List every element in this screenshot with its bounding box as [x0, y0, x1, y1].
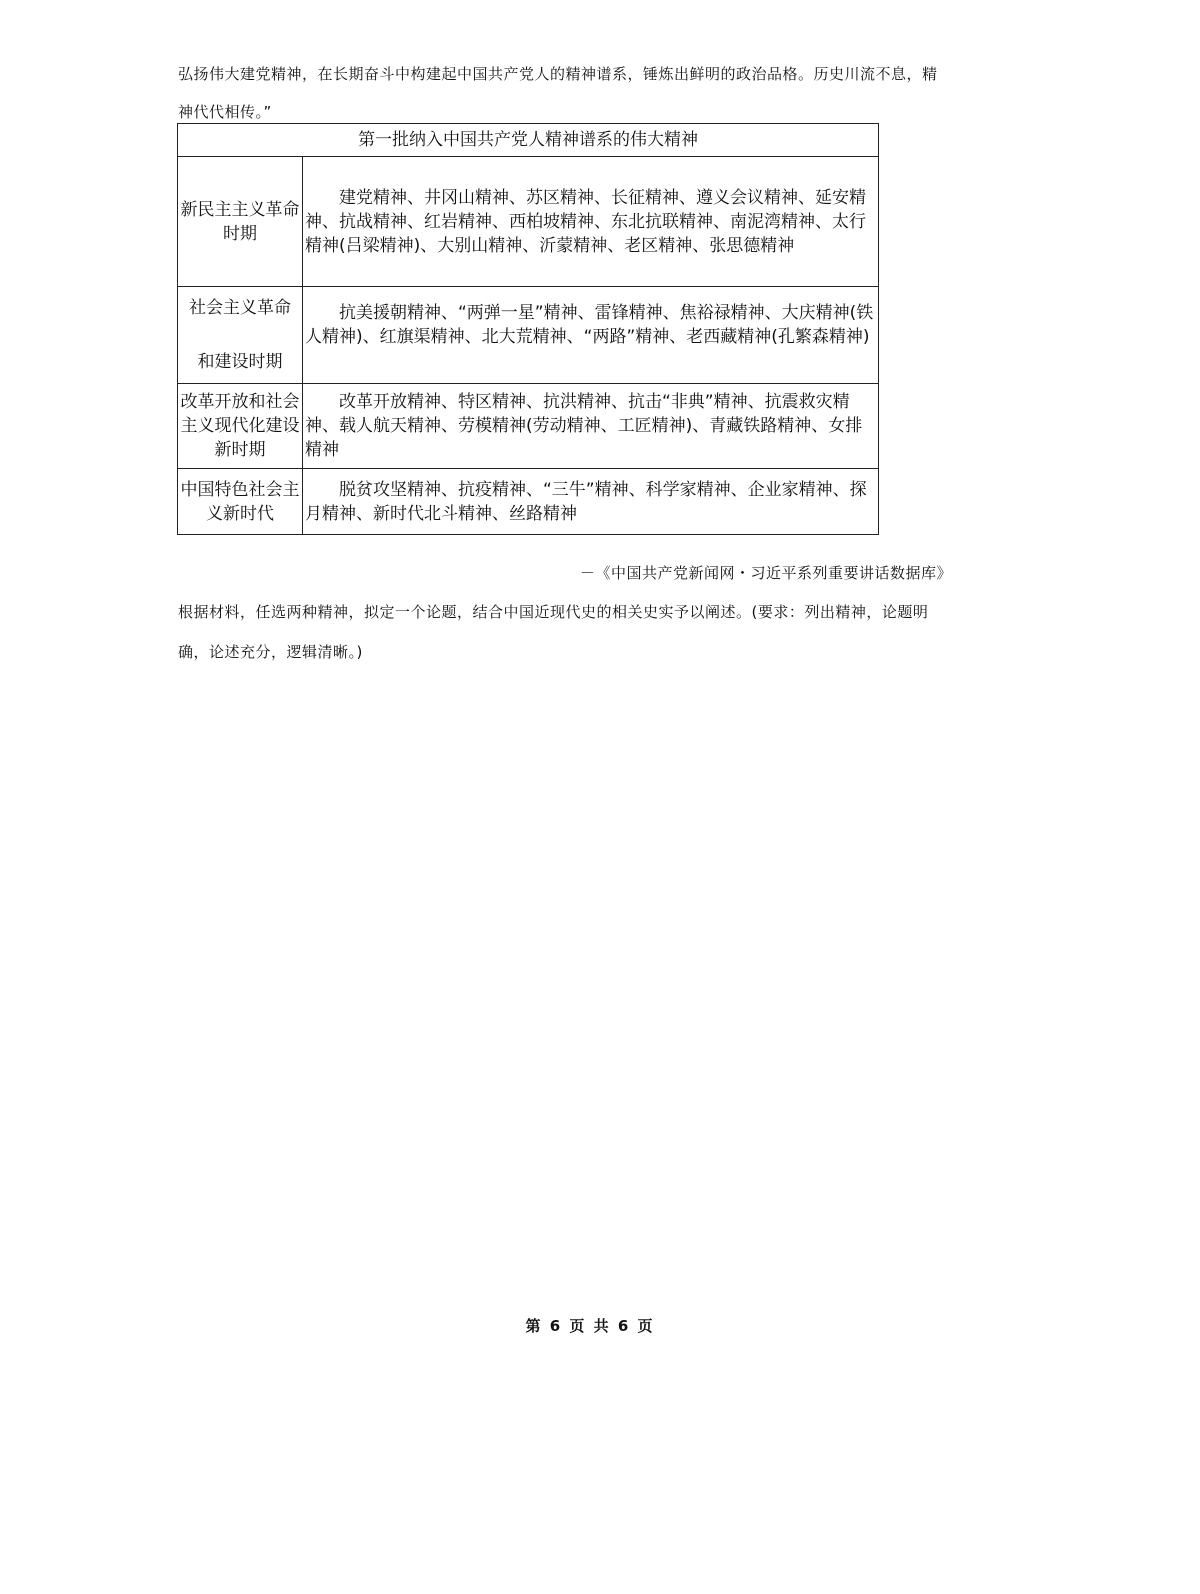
- period-label: 新民主主义革命时期: [180, 199, 300, 244]
- content-text: 改革开放精神、特区精神、抗洪精神、抗击“非典”精神、抗震救灾精神、载人航天精神、劳模精神(劳动精神、工匠精神)、青藏铁路精神、女排精神: [305, 392, 863, 460]
- spirit-table: [177, 123, 879, 535]
- period-cell: [178, 287, 303, 384]
- period-label: 改革开放和社会主义现代化建设新时期: [180, 392, 300, 460]
- content-text: 建党精神、井冈山精神、苏区精神、长征精神、遵义会议精神、延安精神、抗战精神、红岩精神、西柏坡精神、东北抗联精神、南泥湾精神、太行精神(吕梁精神)、大别山精神、沂蒙精神、老区精神、张思德精神: [305, 187, 866, 256]
- table-row: [178, 157, 879, 287]
- question-line-2: 确，论述充分，逻辑清晰。): [178, 643, 363, 661]
- period-cell: [178, 384, 303, 469]
- table-caption-row: [178, 124, 879, 157]
- table-caption: 第一批纳入中国共产党人精神谱系的伟大精神: [178, 124, 879, 157]
- period-label-bottom: 和建设时期: [197, 352, 283, 372]
- page-number: 第 6 页 共 6 页: [525, 1317, 655, 1335]
- source-citation: －《中国共产党新闻网・习近平系列重要讲话数据库》: [580, 564, 953, 582]
- question-line-1: 根据材料，任选两种精神，拟定一个论题，结合中国近现代史的相关史实予以阐述。(要求：列出精神，论题明: [178, 603, 929, 621]
- content-cell: [303, 384, 879, 469]
- table-row: [178, 384, 879, 469]
- intro-line-2: 神代代相传。”: [178, 103, 272, 121]
- content-text: 脱贫攻坚精神、抗疫精神、“三牛”精神、科学家精神、企业家精神、探月精神、新时代北斗精神、丝路精神: [305, 479, 867, 524]
- period-cell: [178, 157, 303, 287]
- period-cell: [178, 469, 303, 535]
- content-text: 抗美援朝精神、“两弹一星”精神、雷锋精神、焦裕禄精神、大庆精神(铁人精神)、红旗渠精神、北大荒精神、“两路”精神、老西藏精神(孔繁森精神): [305, 303, 874, 347]
- intro-line-1: 弘扬伟大建党精神，在长期奋斗中构建起中国共产党人的精神谱系，锤炼出鲜明的政治品格。历史川流不息，精: [178, 65, 938, 83]
- table-row: [178, 469, 879, 535]
- period-label: 中国特色社会主义新时代: [180, 479, 300, 524]
- content-cell: [303, 157, 879, 287]
- content-cell: [303, 287, 879, 384]
- table-row: [178, 287, 879, 384]
- period-label-top: 社会主义革命: [189, 298, 291, 318]
- content-cell: [303, 469, 879, 535]
